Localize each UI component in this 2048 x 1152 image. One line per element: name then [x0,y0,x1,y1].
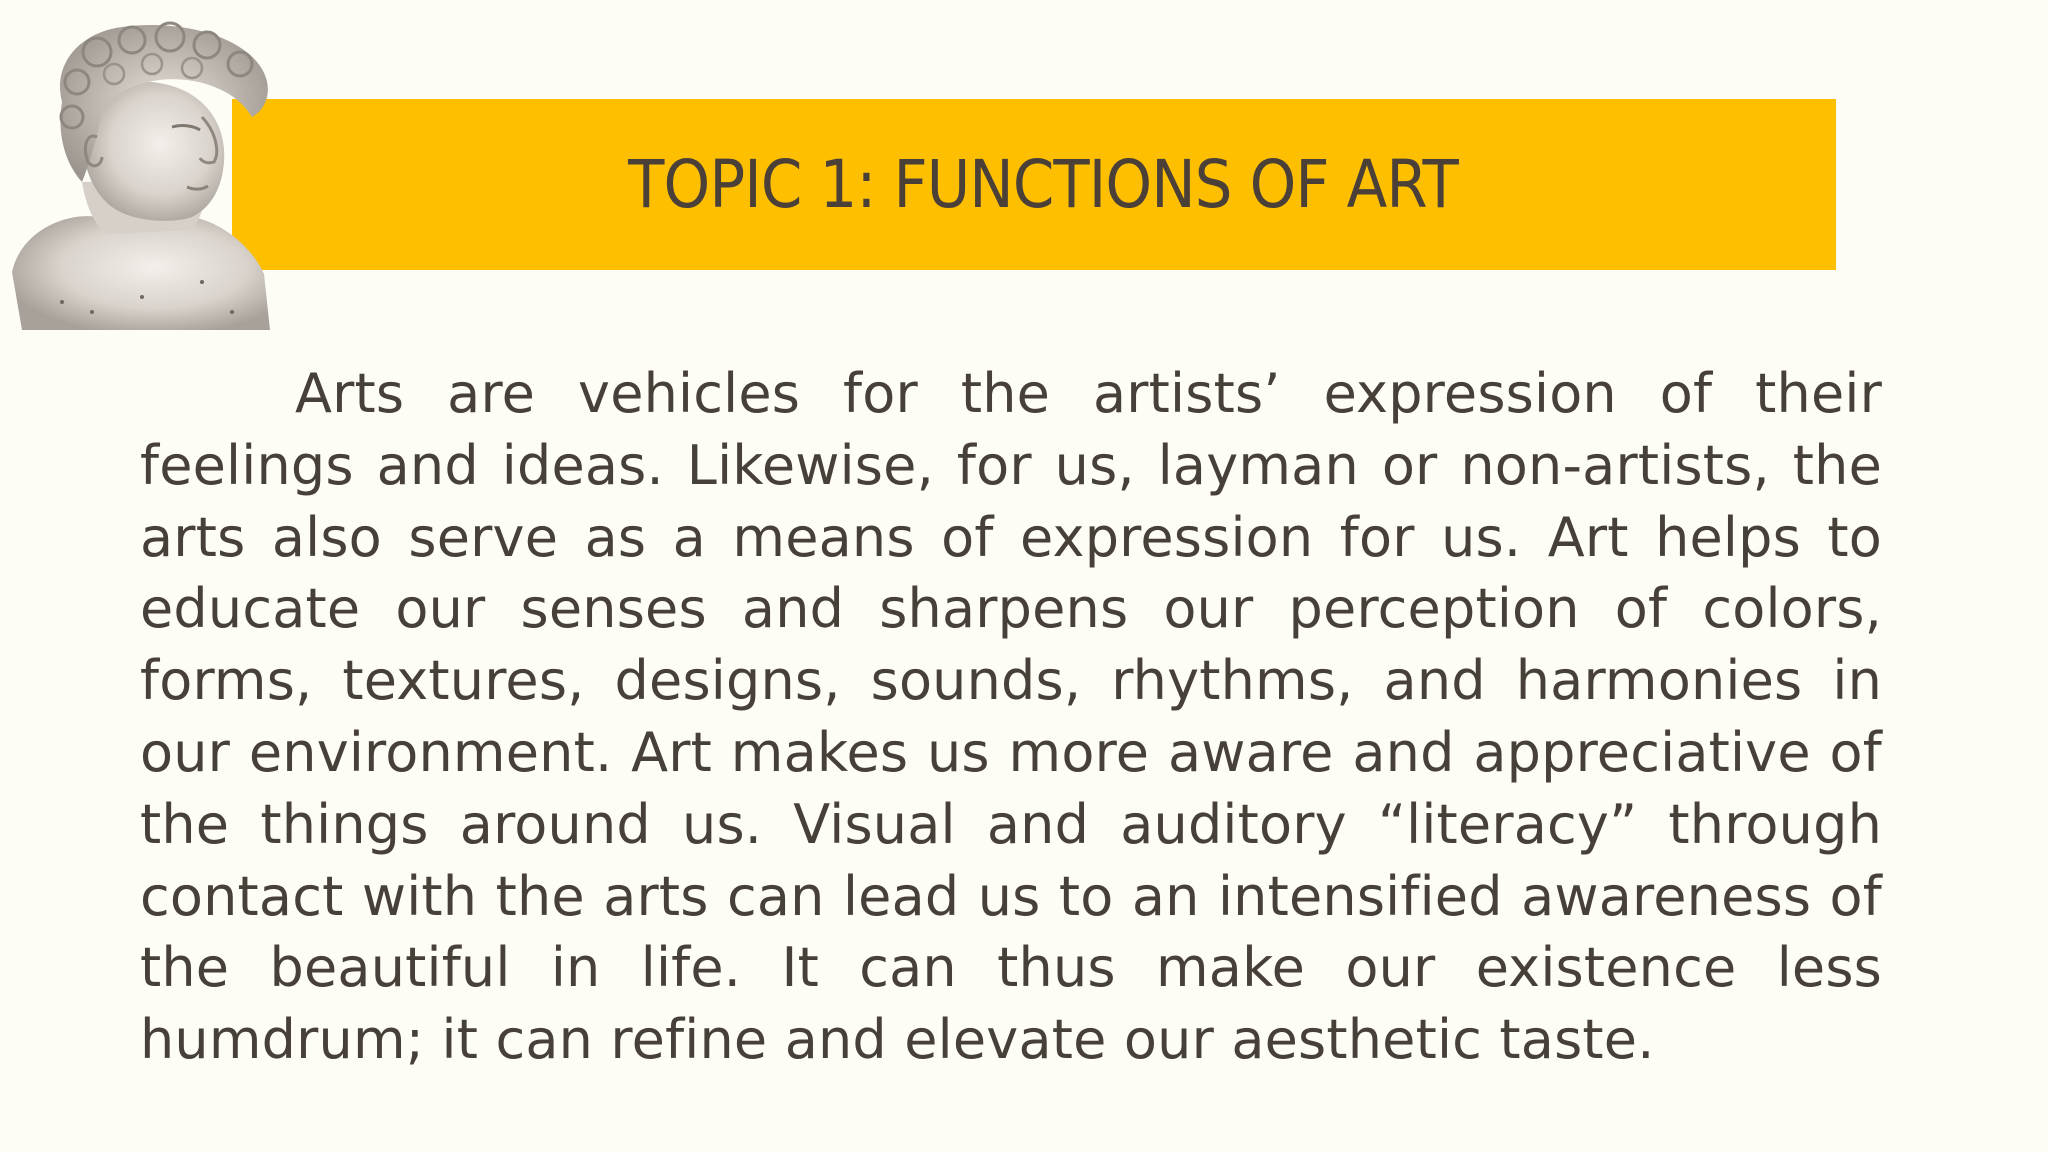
body-paragraph: Arts are vehicles for the artists’ expression of their feelings and ideas. Likewise, for us, layman or non-artists, the arts also serve as a means of expression for us. Art helps to educate our senses and sharpens our perception of colors, forms, textures, designs, sounds, rhythms, and harmonies in our environment. Art makes us more aware and appreciative of the things around us. Visual and auditory “literacy” through contact with the arts can lead us to an intensified awareness of the beautiful in life. It can thus make our existence less humdrum; it can refine and elevate our aesthetic taste. [140,362,1882,1072]
slide-title: TOPIC 1: FUNCTIONS OF ART [628,146,1458,223]
classical-bust-image [2,12,292,332]
